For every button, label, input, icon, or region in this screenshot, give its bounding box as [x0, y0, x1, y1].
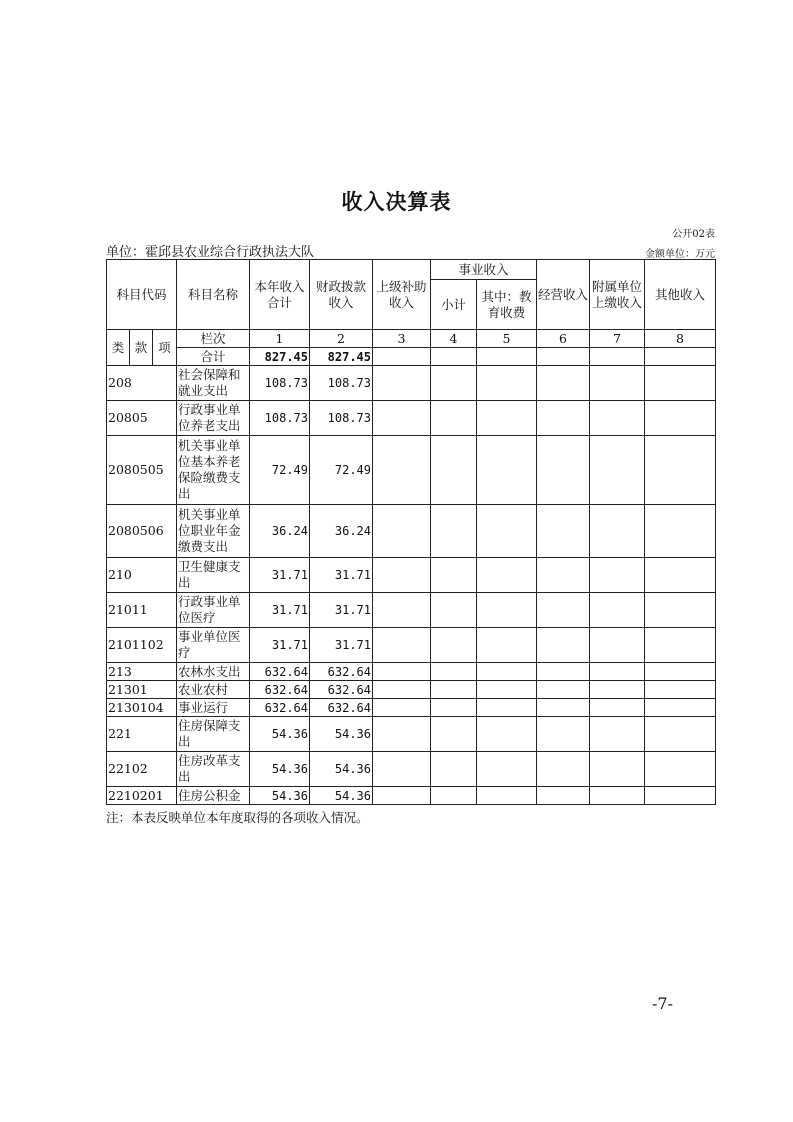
fiscal-allocation-value: 54.36: [310, 787, 373, 805]
col-number: 6: [537, 330, 590, 348]
table-row: [107, 366, 716, 401]
total-income-value: 827.45: [250, 348, 310, 366]
total-income-value: 108.73: [250, 401, 310, 436]
empty-cell: [590, 505, 645, 558]
empty-cell: [537, 628, 590, 663]
empty-cell: [477, 787, 537, 805]
empty-cell: [590, 717, 645, 752]
money-unit-label: 金额单位：万元: [645, 249, 715, 260]
subject-name: 事业单位医疗: [177, 628, 250, 663]
empty-cell: [645, 681, 716, 699]
total-fiscal-value: 827.45: [310, 348, 373, 366]
page-number: -7-: [652, 994, 673, 1013]
empty-cell: [373, 505, 431, 558]
empty-cell: [431, 436, 477, 505]
subject-code: 22102: [107, 752, 177, 787]
empty-cell: [645, 628, 716, 663]
empty-cell: [537, 436, 590, 505]
empty-cell: [373, 663, 431, 681]
total-income-value: 54.36: [250, 787, 310, 805]
subject-name: 住房公积金: [177, 787, 250, 805]
unit-label: 单位：霍邱县农业综合行政执法大队: [106, 245, 315, 260]
empty-cell: [645, 787, 716, 805]
empty-cell: [645, 663, 716, 681]
header-lei: 类: [107, 330, 130, 366]
subject-code: 221: [107, 717, 177, 752]
empty-cell: [477, 436, 537, 505]
total-income-value: 36.24: [250, 505, 310, 558]
table-row: [107, 436, 716, 505]
empty-cell: [373, 717, 431, 752]
empty-cell: [645, 436, 716, 505]
subject-name: 农林水支出: [177, 663, 250, 681]
empty-cell: [537, 717, 590, 752]
fiscal-allocation-value: 108.73: [310, 366, 373, 401]
subject-code: 213: [107, 663, 177, 681]
empty-cell: [590, 593, 645, 628]
empty-cell: [645, 366, 716, 401]
empty-cell: [431, 681, 477, 699]
header-subject-code: 科目代码: [107, 260, 177, 330]
total-row: [107, 348, 716, 366]
table-row: [107, 663, 716, 681]
fiscal-allocation-value: 31.71: [310, 558, 373, 593]
form-number: 公开02表: [672, 229, 715, 240]
subject-name: 行政事业单位医疗: [177, 593, 250, 628]
subject-name: 事业运行: [177, 699, 250, 717]
subject-name: 卫生健康支出: [177, 558, 250, 593]
subject-code: 2130104: [107, 699, 177, 717]
empty-cell: [373, 628, 431, 663]
empty-cell: [645, 752, 716, 787]
subject-code: 20805: [107, 401, 177, 436]
total-income-value: 31.71: [250, 558, 310, 593]
subject-name: 住房改革支出: [177, 752, 250, 787]
header-row-1: [107, 260, 716, 280]
empty-cell: [477, 558, 537, 593]
fiscal-allocation-value: 54.36: [310, 717, 373, 752]
header-subtotal: 小计: [431, 280, 477, 330]
fiscal-allocation-value: 31.71: [310, 628, 373, 663]
col-number: 7: [590, 330, 645, 348]
total-label: 合计: [177, 348, 250, 366]
subject-code: 21011: [107, 593, 177, 628]
empty-cell: [431, 787, 477, 805]
header-fiscal-allocation: 财政拨款收入: [310, 260, 373, 330]
table-row: [107, 787, 716, 805]
table-row: [107, 681, 716, 699]
empty-cell: [645, 505, 716, 558]
table-row: [107, 717, 716, 752]
empty-cell: [477, 717, 537, 752]
empty-cell: [590, 436, 645, 505]
subject-name: 行政事业单位养老支出: [177, 401, 250, 436]
col-number: 5: [477, 330, 537, 348]
header-subject-name: 科目名称: [177, 260, 250, 330]
empty-cell: [373, 436, 431, 505]
total-income-value: 31.71: [250, 593, 310, 628]
empty-cell: [537, 505, 590, 558]
empty-cell: [537, 663, 590, 681]
total-income-value: 72.49: [250, 436, 310, 505]
table-row: [107, 401, 716, 436]
fiscal-allocation-value: 108.73: [310, 401, 373, 436]
empty-cell: [431, 752, 477, 787]
empty-cell: [431, 401, 477, 436]
table-row: [107, 628, 716, 663]
empty-cell: [373, 366, 431, 401]
empty-cell: [477, 628, 537, 663]
empty-cell: [477, 699, 537, 717]
empty-cell: [431, 593, 477, 628]
empty-cell: [477, 505, 537, 558]
header-education-fee: 其中：教育收费: [477, 280, 537, 330]
subject-code: 208: [107, 366, 177, 401]
total-income-value: 108.73: [250, 366, 310, 401]
empty-cell: [645, 717, 716, 752]
table-row: [107, 752, 716, 787]
empty-cell: [537, 593, 590, 628]
subject-name: 社会保障和就业支出: [177, 366, 250, 401]
empty-cell: [537, 401, 590, 436]
empty-cell: [537, 752, 590, 787]
subject-name: 机关事业单位职业年金缴费支出: [177, 505, 250, 558]
empty-cell: [590, 401, 645, 436]
subject-code: 2210201: [107, 787, 177, 805]
table-row: [107, 558, 716, 593]
empty-cell: [645, 593, 716, 628]
subject-code: 2101102: [107, 628, 177, 663]
fiscal-allocation-value: 54.36: [310, 752, 373, 787]
fiscal-allocation-value: 31.71: [310, 593, 373, 628]
empty-cell: [477, 593, 537, 628]
fiscal-allocation-value: 632.64: [310, 699, 373, 717]
empty-cell: [431, 558, 477, 593]
empty-cell: [537, 558, 590, 593]
empty-cell: [373, 558, 431, 593]
empty-cell: [431, 663, 477, 681]
empty-cell: [590, 699, 645, 717]
empty-cell: [477, 752, 537, 787]
empty-cell: [373, 593, 431, 628]
subject-code: 210: [107, 558, 177, 593]
empty-cell: [645, 699, 716, 717]
empty-cell: [373, 401, 431, 436]
empty-cell: [537, 681, 590, 699]
total-income-value: 632.64: [250, 681, 310, 699]
empty-cell: [431, 366, 477, 401]
total-income-value: 31.71: [250, 628, 310, 663]
page-title: 收入决算表: [341, 190, 452, 214]
total-income-value: 54.36: [250, 752, 310, 787]
empty-cell: [373, 787, 431, 805]
fiscal-allocation-value: 36.24: [310, 505, 373, 558]
header-superior-subsidy: 上级补助收入: [373, 260, 431, 330]
empty-cell: [590, 366, 645, 401]
empty-cell: [373, 699, 431, 717]
table-row: [107, 593, 716, 628]
empty-cell: [590, 628, 645, 663]
col-number: 1: [250, 330, 310, 348]
empty-cell: [590, 663, 645, 681]
empty-cell: [477, 366, 537, 401]
empty-cell: [590, 752, 645, 787]
empty-cell: [537, 787, 590, 805]
footnote: 注：本表反映单位本年度取得的各项收入情况。: [106, 810, 369, 825]
col-number: 2: [310, 330, 373, 348]
empty-cell: [431, 699, 477, 717]
total-income-value: 54.36: [250, 717, 310, 752]
subject-code: 2080505: [107, 436, 177, 505]
table-row: [107, 699, 716, 717]
header-xiang: 项: [153, 330, 177, 366]
fiscal-allocation-value: 632.64: [310, 681, 373, 699]
table-row: [107, 505, 716, 558]
header-business-income: 事业收入: [431, 260, 537, 280]
fiscal-allocation-value: 632.64: [310, 663, 373, 681]
income-table: [106, 259, 716, 805]
subject-name: 住房保障支出: [177, 717, 250, 752]
empty-cell: [537, 699, 590, 717]
empty-cell: [645, 401, 716, 436]
empty-cell: [477, 681, 537, 699]
subject-code: 2080506: [107, 505, 177, 558]
empty-cell: [431, 717, 477, 752]
empty-cell: [590, 558, 645, 593]
empty-cell: [431, 628, 477, 663]
empty-cell: [477, 663, 537, 681]
header-operating-income: 经营收入: [537, 260, 590, 330]
empty-cell: [373, 681, 431, 699]
header-total-income: 本年收入合计: [250, 260, 310, 330]
header-subsidiary-income: 附属单位上缴收入: [590, 260, 645, 330]
fiscal-allocation-value: 72.49: [310, 436, 373, 505]
column-label: 栏次: [177, 330, 250, 348]
subject-name: 农业农村: [177, 681, 250, 699]
total-income-value: 632.64: [250, 663, 310, 681]
empty-cell: [590, 681, 645, 699]
header-kuan: 款: [130, 330, 153, 366]
column-number-row: [107, 330, 716, 348]
total-income-value: 632.64: [250, 699, 310, 717]
col-number: 3: [373, 330, 431, 348]
empty-cell: [537, 366, 590, 401]
col-number: 4: [431, 330, 477, 348]
empty-cell: [590, 787, 645, 805]
empty-cell: [645, 558, 716, 593]
empty-cell: [477, 401, 537, 436]
subject-code: 21301: [107, 681, 177, 699]
empty-cell: [431, 505, 477, 558]
empty-cell: [373, 752, 431, 787]
col-number: 8: [645, 330, 716, 348]
subject-name: 机关事业单位基本养老保险缴费支出: [177, 436, 250, 505]
header-other-income: 其他收入: [645, 260, 716, 330]
